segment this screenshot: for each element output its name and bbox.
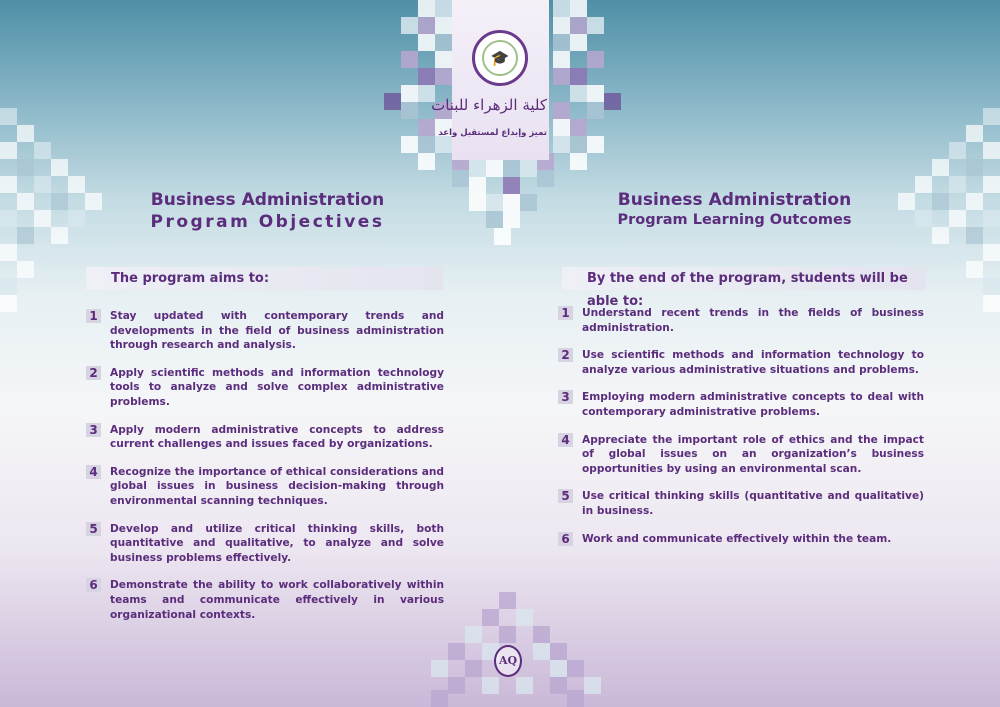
mosaic-tile	[983, 244, 1000, 261]
mosaic-tile	[584, 677, 601, 694]
mosaic-tile	[587, 51, 604, 68]
mosaic-tile	[17, 159, 34, 176]
mosaic-tile	[17, 227, 34, 244]
mosaic-tile	[537, 170, 554, 187]
mosaic-tile	[587, 102, 604, 119]
mosaic-tile	[932, 159, 949, 176]
mosaic-tile	[486, 194, 503, 211]
item-number: 1	[558, 306, 573, 320]
mosaic-tile	[932, 227, 949, 244]
mosaic-tile	[983, 210, 1000, 227]
mosaic-tile	[435, 136, 452, 153]
mosaic-tile	[553, 136, 570, 153]
outcome-item	[558, 348, 924, 377]
mosaic-tile	[915, 176, 932, 193]
mosaic-tile	[51, 227, 68, 244]
mosaic-tile	[949, 142, 966, 159]
mosaic-tile	[0, 278, 17, 295]
mosaic-tile	[533, 643, 550, 660]
objective-item	[86, 465, 444, 509]
item-number: 3	[86, 423, 101, 437]
mosaic-tile	[435, 68, 452, 85]
mosaic-tile	[567, 660, 584, 677]
mosaic-tile	[550, 643, 567, 660]
objective-item	[86, 309, 444, 353]
mosaic-tile	[486, 211, 503, 228]
mosaic-tile	[418, 17, 435, 34]
outcome-item	[558, 489, 924, 518]
mosaic-tile	[465, 660, 482, 677]
outcome-item	[558, 532, 924, 547]
mosaic-tile	[932, 193, 949, 210]
item-number: 3	[558, 390, 573, 404]
item-number: 1	[86, 309, 101, 323]
mosaic-tile	[435, 51, 452, 68]
mosaic-tile	[570, 0, 587, 17]
mosaic-tile	[983, 278, 1000, 295]
aq-quality-icon: AQ	[494, 645, 522, 677]
mosaic-tile	[966, 261, 983, 278]
mosaic-tile	[520, 160, 537, 177]
mosaic-tile	[587, 136, 604, 153]
mosaic-tile	[533, 626, 550, 643]
mosaic-tile	[482, 677, 499, 694]
mosaic-tile	[494, 228, 511, 245]
mosaic-tile	[949, 210, 966, 227]
mosaic-tile	[418, 136, 435, 153]
mosaic-tile	[452, 170, 469, 187]
item-number: 6	[86, 578, 101, 592]
college-tagline: تميز وإبداع لمستقبل واعد	[438, 128, 547, 138]
item-text: Stay updated with contemporary trends and developments in the field of business administration through research and analysis.	[110, 310, 444, 352]
mosaic-tile	[384, 93, 401, 110]
mosaic-tile	[567, 690, 584, 707]
mosaic-tile	[570, 85, 587, 102]
mosaic-tile	[435, 0, 452, 17]
mosaic-tile	[401, 102, 418, 119]
mosaic-tile	[401, 85, 418, 102]
outcome-item	[558, 390, 924, 419]
mosaic-tile	[604, 93, 621, 110]
item-number: 4	[558, 433, 573, 447]
mosaic-tile	[570, 153, 587, 170]
mosaic-tile	[0, 295, 17, 312]
mosaic-tile	[418, 68, 435, 85]
mosaic-tile	[34, 244, 51, 261]
item-number: 5	[86, 522, 101, 536]
item-number: 6	[558, 532, 573, 546]
mosaic-tile	[516, 677, 533, 694]
mosaic-tile	[570, 34, 587, 51]
mosaic-tile	[435, 34, 452, 51]
objectives-intro-bar: The program aims to:	[86, 267, 443, 290]
mosaic-tile	[448, 677, 465, 694]
mosaic-tile	[435, 17, 452, 34]
mosaic-tile	[465, 626, 482, 643]
mosaic-tile	[898, 193, 915, 210]
mosaic-tile	[418, 119, 435, 136]
mosaic-tile	[553, 17, 570, 34]
item-text: Apply scientific methods and information technology tools to analyze and solve complex administrative problems.	[110, 366, 444, 408]
mosaic-tile	[499, 592, 516, 609]
item-text: Employing modern administrative concepts to deal with contemporary administrative problems.	[582, 391, 924, 418]
mosaic-tile	[431, 660, 448, 677]
item-text: Develop and utilize critical thinking skills, both quantitative and qualitative, to analyze and solve business problems effectively.	[110, 522, 444, 564]
mosaic-tile	[553, 68, 570, 85]
outcome-item	[558, 433, 924, 477]
outcomes-title-line1: Business Administration	[617, 190, 852, 210]
mosaic-tile	[966, 125, 983, 142]
mosaic-tile	[418, 153, 435, 170]
mosaic-tile	[68, 176, 85, 193]
item-text: Use scientific methods and information technology to analyze various administrative situations and problems.	[582, 349, 924, 376]
mosaic-tile	[520, 194, 537, 211]
mosaic-tile	[503, 177, 520, 194]
mosaic-tile	[0, 176, 17, 193]
college-arabic-name: كلية الزهراء للبنات	[431, 96, 547, 114]
objective-item	[86, 366, 444, 410]
mosaic-tile	[469, 194, 486, 211]
mosaic-tile	[983, 176, 1000, 193]
outcome-item	[558, 306, 924, 335]
mosaic-tile	[570, 119, 587, 136]
mosaic-tile	[486, 160, 503, 177]
mosaic-tile	[0, 210, 17, 227]
outcomes-intro-bar: By the end of the program, students will be able to:	[562, 267, 926, 290]
mosaic-tile	[570, 136, 587, 153]
college-crest-icon	[472, 30, 528, 86]
mosaic-tile	[448, 643, 465, 660]
mosaic-tile	[570, 17, 587, 34]
mosaic-tile	[516, 609, 533, 626]
objectives-title-line1: Business Administration	[150, 190, 385, 210]
mosaic-tile	[51, 159, 68, 176]
mosaic-tile	[949, 176, 966, 193]
objectives-list	[86, 309, 444, 635]
mosaic-tile	[983, 295, 1000, 312]
mosaic-tile	[418, 0, 435, 17]
mosaic-tile	[482, 609, 499, 626]
item-number: 4	[86, 465, 101, 479]
mosaic-tile	[0, 142, 17, 159]
mosaic-tile	[51, 193, 68, 210]
crest-inner-ring: 🎓	[482, 40, 518, 76]
item-text: Demonstrate the ability to work collaboratively within teams and communicate effectively in various organizational contexts.	[110, 579, 444, 621]
mosaic-tile	[553, 34, 570, 51]
mosaic-tile	[570, 68, 587, 85]
mosaic-tile	[553, 119, 570, 136]
outcomes-list	[558, 306, 924, 559]
item-number: 5	[558, 489, 573, 503]
mosaic-tile	[469, 160, 486, 177]
mosaic-tile	[553, 0, 570, 17]
item-text: Work and communicate effectively within the team.	[582, 532, 892, 545]
mosaic-tile	[34, 142, 51, 159]
mosaic-tile	[966, 227, 983, 244]
mosaic-tile	[550, 660, 567, 677]
item-number: 2	[86, 366, 101, 380]
mosaic-tile	[503, 194, 520, 211]
mosaic-tile	[469, 177, 486, 194]
mosaic-tile	[0, 244, 17, 261]
mosaic-tile	[401, 17, 418, 34]
mosaic-tile	[34, 210, 51, 227]
outcomes-title-line2: Program Learning Outcomes	[617, 212, 852, 228]
objectives-title-line2: Program Objectives	[150, 212, 385, 232]
objective-item	[86, 423, 444, 452]
mosaic-tile	[17, 125, 34, 142]
mosaic-tile	[983, 108, 1000, 125]
mosaic-tile	[68, 210, 85, 227]
mosaic-tile	[983, 142, 1000, 159]
item-text: Recognize the importance of ethical considerations and global issues in business decision-making through environmental scanning techniques.	[110, 465, 444, 507]
mosaic-tile	[401, 136, 418, 153]
mosaic-tile	[17, 261, 34, 278]
mosaic-tile	[553, 102, 570, 119]
mosaic-tile	[34, 176, 51, 193]
objective-item	[86, 578, 444, 622]
objective-item	[86, 522, 444, 566]
mosaic-tile	[85, 193, 102, 210]
mosaic-tile	[966, 159, 983, 176]
mosaic-tile	[503, 160, 520, 177]
mosaic-tile	[0, 108, 17, 125]
mosaic-tile	[550, 677, 567, 694]
item-text: Apply modern administrative concepts to address current challenges and issues faced by organizations.	[110, 423, 444, 451]
mosaic-tile	[401, 51, 418, 68]
mosaic-tile	[587, 85, 604, 102]
mosaic-tile	[915, 210, 932, 227]
item-text: Understand recent trends in the fields of business administration.	[582, 307, 924, 334]
mosaic-tile	[418, 34, 435, 51]
item-text: Use critical thinking skills (quantitative and qualitative) in business.	[582, 490, 924, 517]
mosaic-tile	[587, 17, 604, 34]
item-number: 2	[558, 348, 573, 362]
mosaic-tile	[966, 193, 983, 210]
mosaic-tile	[949, 244, 966, 261]
mosaic-tile	[499, 626, 516, 643]
mosaic-tile	[431, 690, 448, 707]
mosaic-tile	[553, 51, 570, 68]
item-text: Appreciate the important role of ethics and the impact of global issues on an organization’s business opportunities by using an environmental scan.	[582, 433, 924, 475]
mosaic-tile	[503, 211, 520, 228]
mosaic-tile	[17, 193, 34, 210]
